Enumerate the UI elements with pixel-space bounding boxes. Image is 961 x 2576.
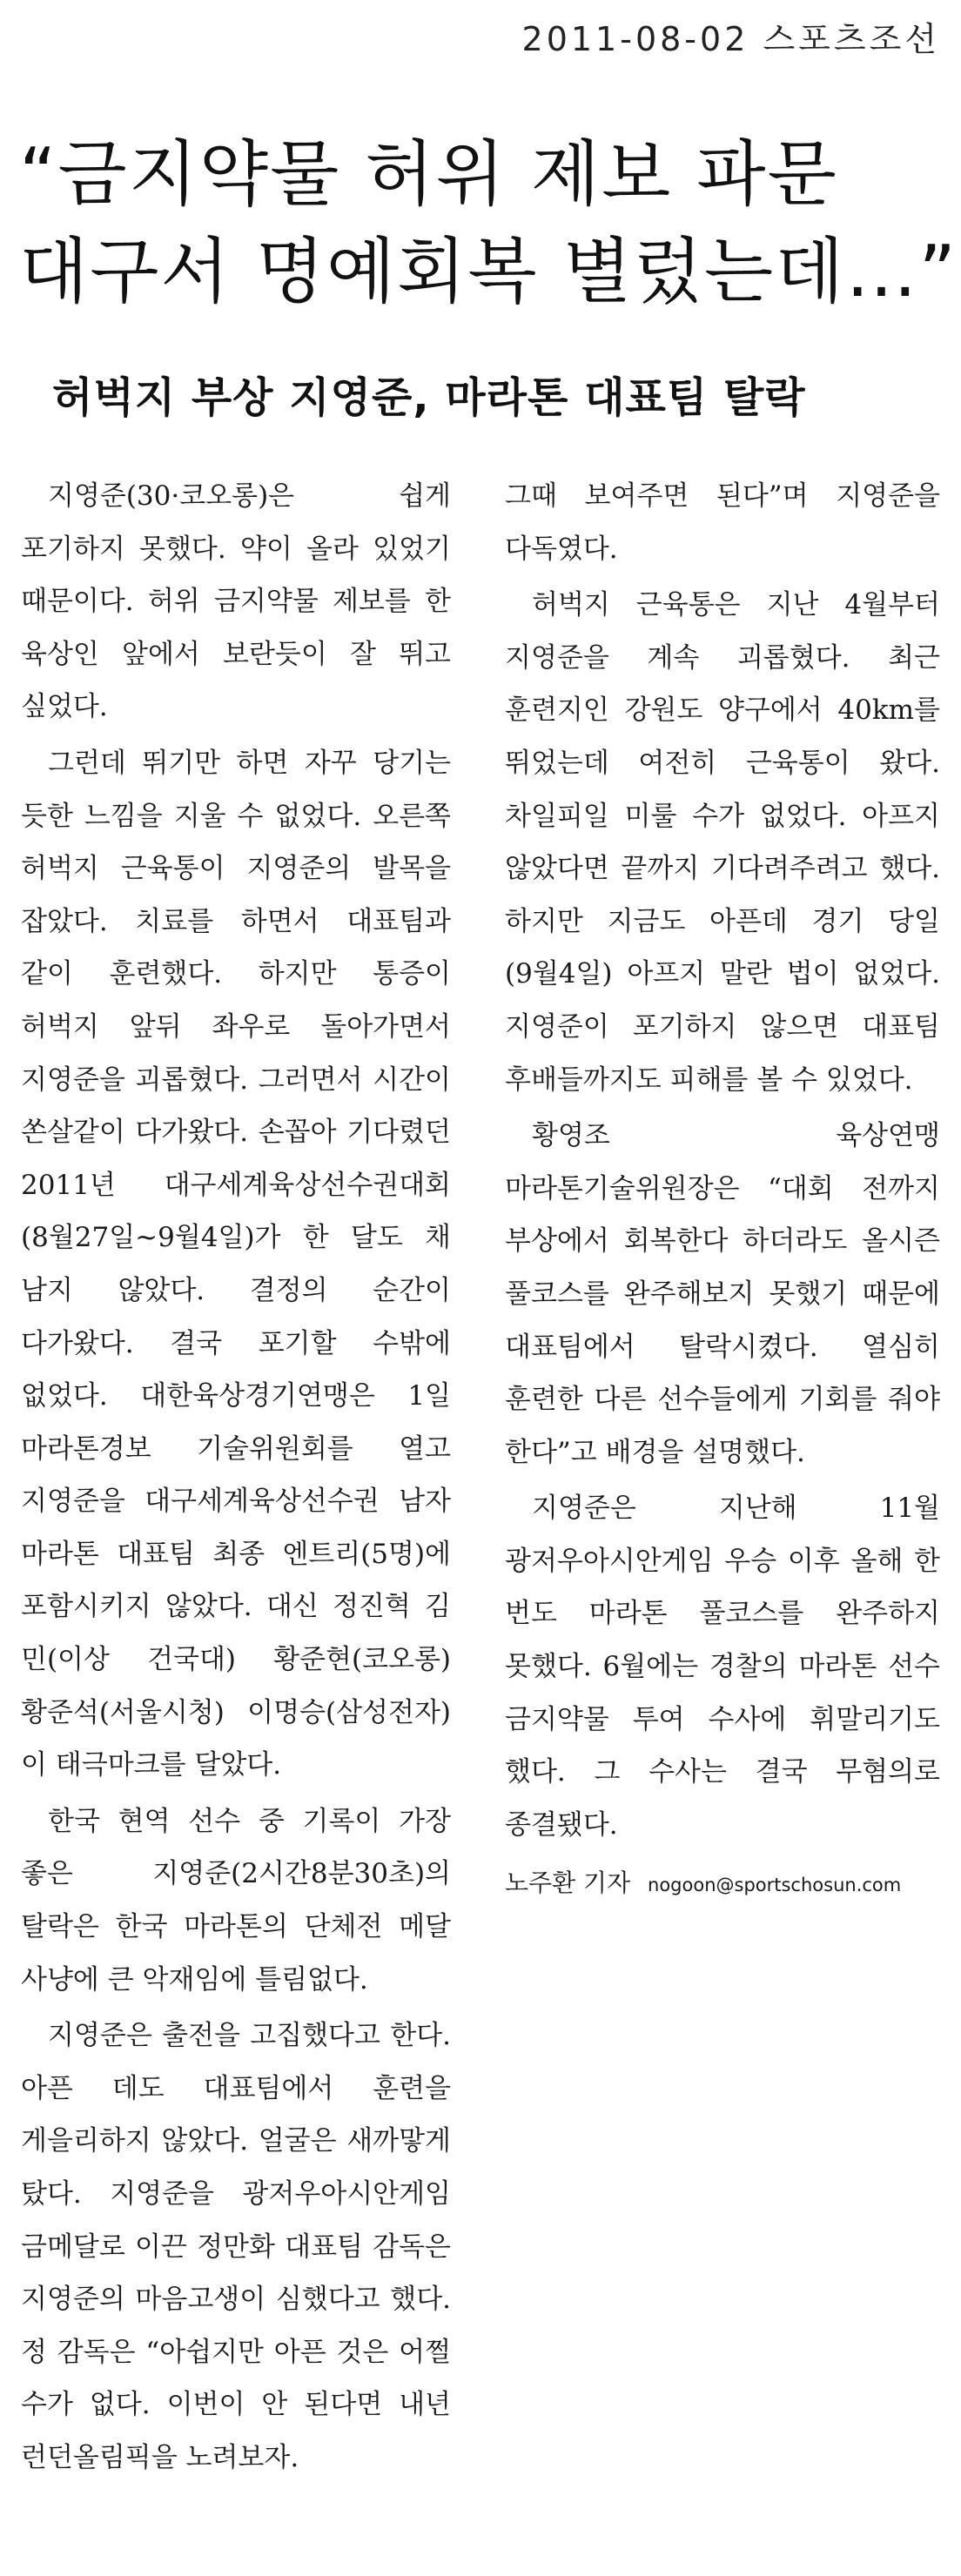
reporter-email: nogoon@sportschosun.com — [648, 1875, 902, 1896]
paragraph: 황영조 육상연맹 마라톤기술위원장은 “대회 전까지 부상에서 회복한다 하더라도 올시즌 풀코스를 완주해보지 못했기 때문에 대표팀에서 탈락시켰다. 열심히 훈련한 다른 선수들에게 기회를 줘야 한다”고 배경을 설명했다. — [505, 1120, 940, 1468]
paragraph: 한국 현역 선수 중 기록이 가장 좋은 지영준(2시간8분30초)의 탈락은 한국 마라톤의 단체전 메달 사냥에 큰 악재임에 틀림없다. — [21, 1805, 451, 1996]
subheadline: 허벅지 부상 지영준, 마라톤 대표팀 탈락 — [52, 372, 806, 422]
article-body-left-column — [21, 470, 451, 2488]
paragraph-continuation: 그때 보여주면 된다”며 지영준을 다독였다. — [505, 480, 940, 565]
headline — [19, 126, 958, 321]
paragraph: 지영준은 지난해 11월 광저우아시안게임 우승 이후 올해 한 번도 마라톤 풀코스를 완주하지 못했다. 6월에는 경찰의 마라톤 선수 금지약물 투여 수사에 휘말리기도 했다. 그 수사는 결국 무혐의로 종결됐다. — [505, 1493, 940, 1841]
byline — [505, 1856, 940, 1912]
reporter-name: 노주환 기자 — [505, 1868, 631, 1898]
headline-line-2: 대구서 명예회복 별렀는데…” — [19, 230, 958, 313]
dateline: 2011-08-02 스포츠조선 — [521, 20, 940, 58]
paragraph: 그런데 뛰기만 하면 자꾸 당기는 듯한 느낌을 지울 수 없었다. 오른쪽 허벅지 근육통이 지영준의 발목을 잡았다. 치료를 하면서 대표팀과 같이 훈련했다. 하지만 통증이 허벅지 앞뒤 좌우로 돌아가면서 지영준을 괴롭혔다. 그러면서 시간이 쏜살같이 다가왔다. 손꼽아 기다렸던 2011년 대구세계육상선수권대회(8월27일~9월4일)가 한 달도 채 남지 않았다. 결정의 순간이 다가왔다. 결국 포기할 수밖에 없었다. 대한육상경기연맹은 1일 마라톤경보 기술위원회를 열고 지영준을 대구세계육상선수권 남자 마라톤 대표팀 최종 엔트리(5명)에 포함시키지 않았다. 대신 정진혁 김 민(이상 건국대) 황준현(코오롱) 황준석(서울시청) 이명승(삼성전자)이 태극마크를 달았다. — [21, 747, 451, 1781]
article-body-right-column — [505, 470, 940, 1912]
paragraph: 지영준은 출전을 고집했다고 한다. 아픈 데도 대표팀에서 훈련을 게을리하지 않았다. 얼굴은 새까맣게 탔다. 지영준을 광저우아시안게임 금메달로 이끈 정만화 대표팀 감독은 지영준의 마음고생이 심했다고 했다. 정 감독은 “아쉽지만 아픈 것은 어쩔 수가 없다. 이번이 안 된다면 내년 런던올림픽을 노려보자. — [21, 2020, 451, 2473]
headline-line-1: “금지약물 허위 제보 파문 — [19, 132, 838, 216]
paragraph: 지영준(30·코오롱)은 쉽게 포기하지 못했다. 약이 올라 있었기 때문이다. 허위 금지약물 제보를 한 육상인 앞에서 보란듯이 잘 뛰고 싶었다. — [21, 480, 451, 723]
paragraph: 허벅지 근육통은 지난 4월부터 지영준을 계속 괴롭혔다. 최근 훈련지인 강원도 양구에서 40km를 뛰었는데 여전히 근육통이 왔다. 차일피일 미룰 수가 없었다. 아프지 않았다면 끝까지 기다려주려고 했다. 하지만 지금도 아픈데 경기 당일(9월4일) 아프지 말란 법이 없었다. 지영준이 포기하지 않으면 대표팀 후배들까지도 피해를 볼 수 있었다. — [505, 589, 940, 1096]
